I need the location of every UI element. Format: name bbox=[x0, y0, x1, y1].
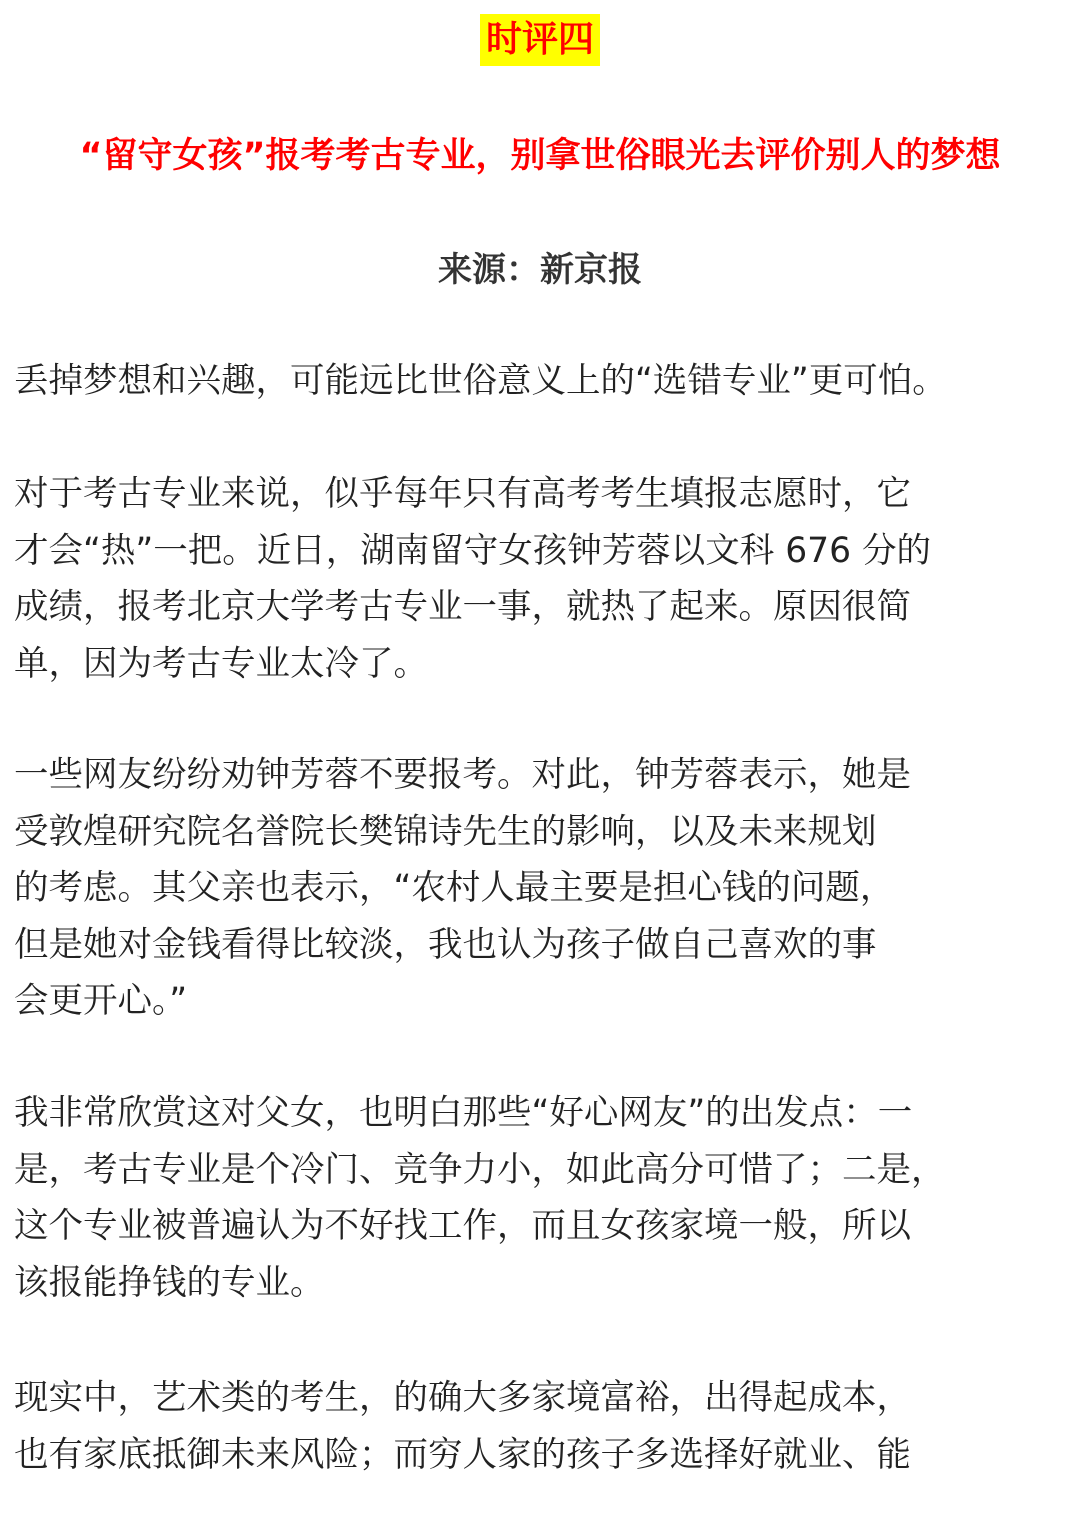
paragraph-line: 对于考古专业来说，似乎每年只有高考考生填报志愿时，它 bbox=[14, 474, 911, 514]
tag-row bbox=[0, 14, 1080, 66]
paragraph-line: 单，因为考古专业太冷了。 bbox=[14, 643, 428, 684]
paragraph-line: 的考虑。其父亲也表示，“农村人最主要是担心钱的问题， bbox=[14, 868, 895, 908]
paragraph-line: 会更开心。” bbox=[14, 981, 188, 1021]
paragraph-line: 是，考古专业是个冷门、竞争力小，如此高分可惜了；二是， bbox=[14, 1149, 946, 1190]
paragraph-line: 一些网友纷纷劝钟芳蓉不要报考。对此，钟芳蓉表示，她是 bbox=[14, 755, 911, 795]
paragraph-line: 这个专业被普遍认为不好找工作，而且女孩家境一般，所以 bbox=[14, 1206, 911, 1246]
paragraph-line: 现实中，艺术类的考生，的确大多家境富裕，出得起成本， bbox=[14, 1378, 911, 1418]
paragraph-line: 我非常欣赏这对父女，也明白那些“好心网友”的出发点：一 bbox=[14, 1093, 913, 1133]
paragraph-3 bbox=[14, 747, 1070, 1030]
paragraph-line: 成绩，报考北京大学考古专业一事，就热了起来。原因很简 bbox=[14, 587, 911, 627]
paragraph-line: 但是她对金钱看得比较淡，我也认为孩子做自己喜欢的事 bbox=[14, 924, 877, 965]
section-tag: 时评四 bbox=[480, 14, 600, 66]
paragraph-line: 才会“热”一把。近日，湖南留守女孩钟芳蓉以文科 676 分的 bbox=[14, 530, 932, 571]
paragraph-2 bbox=[14, 466, 1070, 692]
article-source: 来源：新京报 bbox=[438, 250, 642, 290]
paragraph-line: 也有家底抵御未来风险；而穷人家的孩子多选择好就业、能 bbox=[14, 1434, 911, 1475]
paragraph-line: 受敦煌研究院名誉院长樊锦诗先生的影响，以及未来规划 bbox=[14, 811, 877, 852]
paragraph-4 bbox=[14, 1085, 1070, 1311]
paragraph-1 bbox=[14, 353, 1070, 410]
paragraph-5 bbox=[14, 1370, 1070, 1483]
paragraph-line: 丢掉梦想和兴趣，可能远比世俗意义上的“选错专业”更可怕。 bbox=[14, 361, 947, 401]
paragraph-line: 该报能挣钱的专业。 bbox=[14, 1262, 325, 1303]
article-headline: “留守女孩”报考考古专业，别拿世俗眼光去评价别人的梦想 bbox=[79, 136, 1001, 176]
